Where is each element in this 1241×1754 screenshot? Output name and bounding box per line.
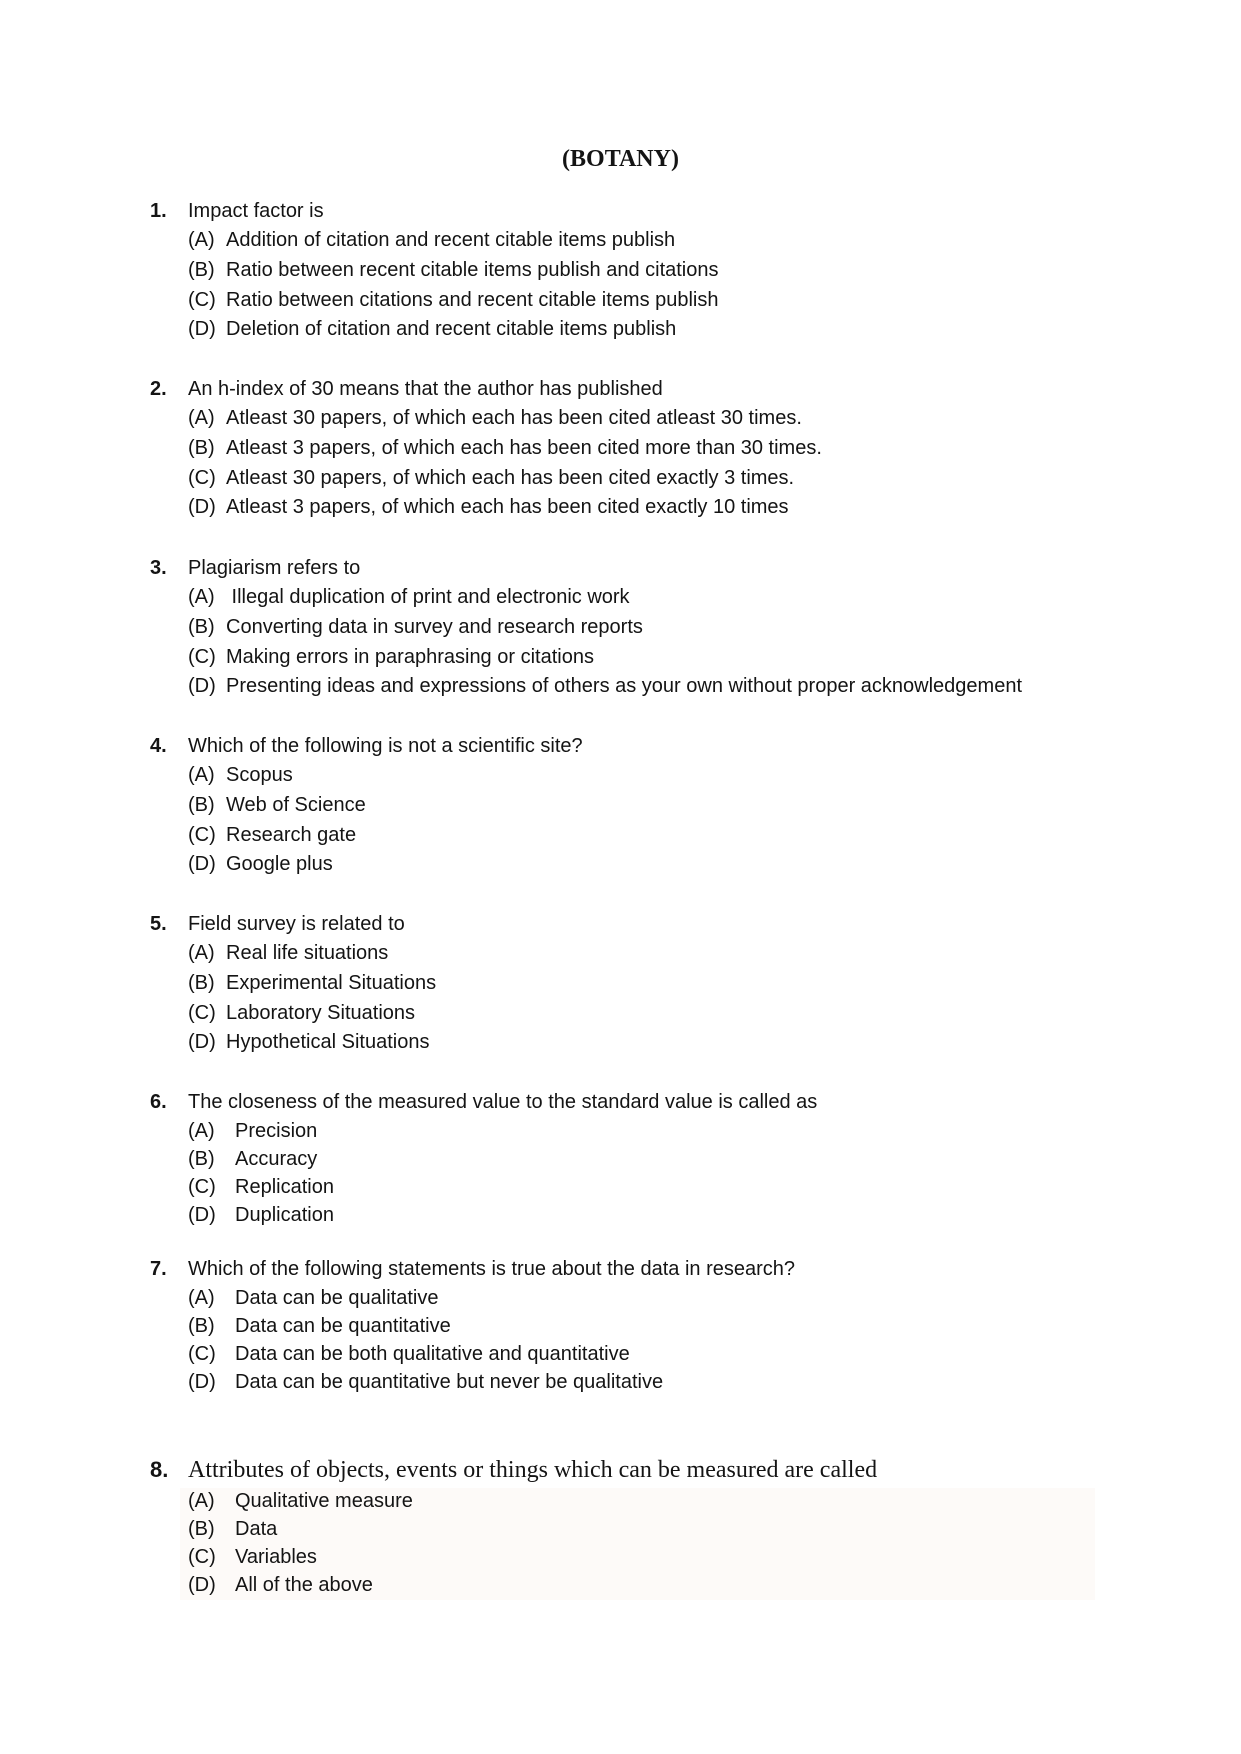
question-stem: Plagiarism refers to — [188, 557, 361, 579]
question-1 — [150, 196, 719, 345]
option-d: (D) Presenting ideas and expressions of others as your own without proper acknowledgement — [188, 675, 1023, 698]
question-number: 2. — [150, 378, 167, 400]
option-c: (C) Replication — [188, 1176, 334, 1198]
option-d: (D) Data can be quantitative but never be qualitative — [188, 1371, 664, 1393]
option-c: (C) Research gate — [188, 823, 357, 846]
question-number: 5. — [150, 913, 167, 935]
question-number: 1. — [150, 200, 167, 222]
question-7 — [150, 1254, 795, 1396]
option-b: (B) Accuracy — [188, 1148, 318, 1170]
option-a: (A) Real life situations — [188, 942, 389, 964]
option-b: (B) Web of Science — [188, 793, 366, 816]
question-8 — [150, 1453, 877, 1599]
option-c: (C) Data can be both qualitative and quantitative — [188, 1343, 630, 1365]
question-stem: Attributes of objects, events or things which can be measured are called — [188, 1457, 878, 1483]
option-b: (B) Ratio between recent citable items publish and citations — [188, 258, 719, 281]
option-a: (A) Precision — [188, 1120, 318, 1142]
option-b: (B) Converting data in survey and research reports — [188, 615, 643, 638]
option-b: (B) Atleast 3 papers, of which each has been cited more than 30 times. — [188, 436, 822, 459]
question-stem: Impact factor is — [188, 200, 324, 222]
page-title: (BOTANY) — [562, 146, 679, 172]
option-d: (D) All of the above — [188, 1574, 373, 1596]
question-number: 6. — [150, 1091, 167, 1113]
option-c: (C) Laboratory Situations — [188, 1001, 416, 1024]
option-d: (D) Deletion of citation and recent citable items publish — [188, 318, 677, 341]
question-number: 7. — [150, 1258, 167, 1280]
question-number: 4. — [150, 735, 167, 757]
option-a: (A) Addition of citation and recent citable items publish — [188, 229, 676, 251]
question-5 — [150, 909, 436, 1058]
option-c: (C) Making errors in paraphrasing or citations — [188, 645, 594, 668]
question-2 — [150, 374, 822, 523]
option-d: (D) Hypothetical Situations — [188, 1031, 430, 1054]
question-3 — [150, 553, 1022, 702]
question-stem: Which of the following statements is true about the data in research? — [188, 1258, 796, 1280]
option-b: (B) Data can be quantitative — [188, 1315, 451, 1337]
question-number: 3. — [150, 557, 167, 579]
option-d: (D) Atleast 3 papers, of which each has been cited exactly 10 times — [188, 496, 789, 519]
option-d: (D) Duplication — [188, 1204, 334, 1226]
option-c: (C) Variables — [188, 1546, 317, 1568]
question-stem: Which of the following is not a scientific site? — [188, 735, 583, 757]
option-c: (C) Atleast 30 papers, of which each has been cited exactly 3 times. — [188, 466, 795, 489]
question-number: 8. — [150, 1457, 169, 1482]
option-b: (B) Experimental Situations — [188, 971, 437, 994]
option-c: (C) Ratio between citations and recent citable items publish — [188, 288, 719, 311]
option-a: (A) Qualitative measure — [188, 1490, 413, 1512]
option-a: (A) Illegal duplication of print and electronic work — [188, 586, 630, 608]
option-d: (D) Google plus — [188, 853, 333, 876]
option-a: (A) Scopus — [188, 764, 293, 786]
option-a: (A) Atleast 30 papers, of which each has been cited atleast 30 times. — [188, 407, 802, 429]
option-a: (A) Data can be qualitative — [188, 1287, 439, 1309]
question-stem: An h-index of 30 means that the author has published — [188, 378, 663, 400]
option-b: (B) Data — [188, 1518, 278, 1540]
question-stem: The closeness of the measured value to the standard value is called as — [188, 1091, 818, 1113]
question-stem: Field survey is related to — [188, 913, 405, 935]
question-4 — [150, 731, 583, 880]
question-6 — [150, 1087, 817, 1229]
